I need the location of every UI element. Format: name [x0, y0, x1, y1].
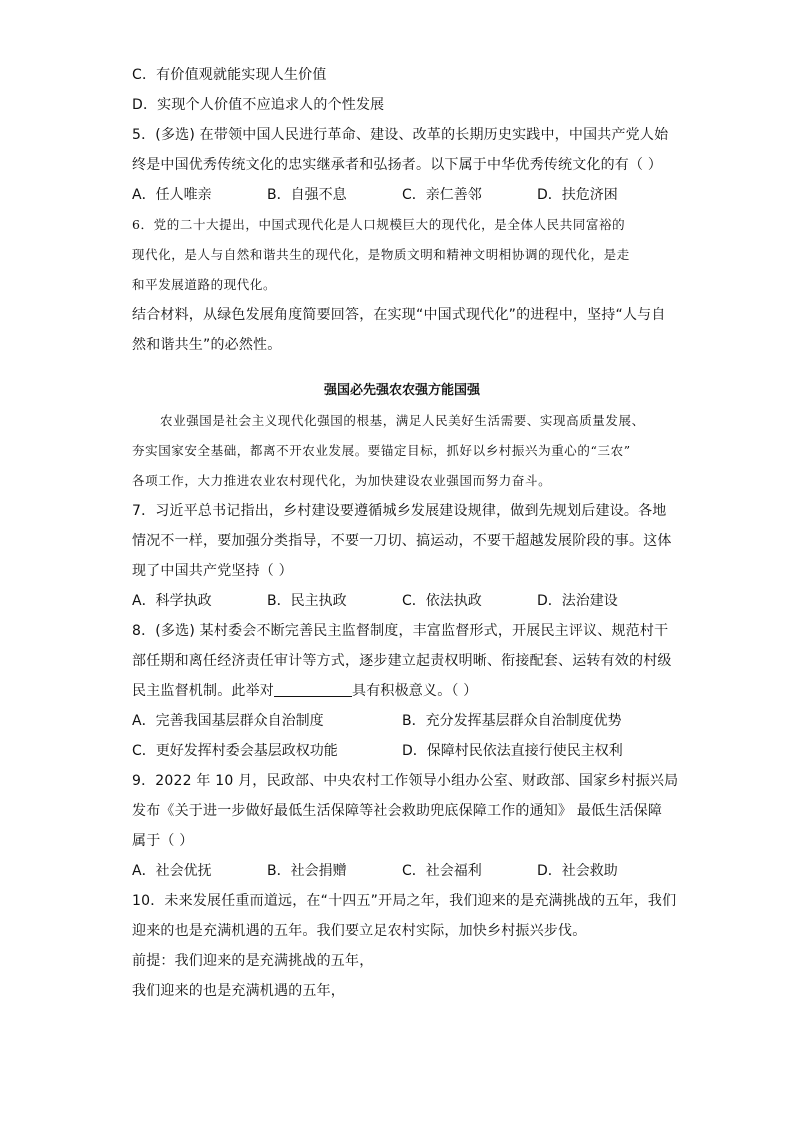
section-material [132, 376, 672, 496]
q9-option-b: B．社会捐赠 [267, 863, 347, 879]
q9-stem-line-2: 发布《关于进一步做好最低生活保障等社会救助兜底保障工作的通知》 最低生活保障 [132, 803, 663, 819]
q10-premise-line-1: 前提：我们迎来的是充满挑战的五年， [132, 953, 374, 969]
q7-stem-line-3: 现了中国共产党坚持（ ） [132, 563, 293, 579]
q8-stem-part-1: 民主监督机制。此举对 [132, 683, 274, 699]
section-line-2: 夯实国家安全基础，都离不开农业发展。要锚定目标，抓好以乡村振兴为重心的“三农” [132, 443, 631, 458]
q8-stem-line-3 [132, 676, 672, 706]
q5-option-b: B．自强不息 [267, 187, 347, 203]
q6-prompt-line-2: 然和谐共生”的必然性。 [132, 337, 282, 353]
q7-option-a: A．科学执政 [132, 593, 212, 609]
q6-material-line-1: 6．党的二十大提出，中国式现代化是人口规模巨大的现代化，是全体人民共同富裕的 [132, 217, 626, 232]
q8-option-a: A．完善我国基层群众自治制度 [132, 713, 324, 729]
q6-prompt-line-1: 结合材料，从绿色发展角度简要回答，在实现“中国式现代化”的进程中，坚持“人与自 [132, 307, 666, 323]
q9-option-d: D．社会救助 [537, 863, 618, 879]
q8-stem-part-2: 具有积极意义。（ ） [352, 683, 478, 699]
q9-option-a: A．社会优抚 [132, 863, 212, 879]
q7-option-b: B．民主执政 [267, 593, 347, 609]
question-5 [132, 120, 672, 210]
q10-stem-line-2: 迎来的也是充满机遇的五年。我们要立足农村实际，加快乡村振兴步伐。 [132, 923, 587, 939]
q10-stem-line-1: 10．未来发展任重而道远，在“十四五”开局之年，我们迎来的是充满挑战的五年，我们 [132, 893, 677, 909]
q7-option-c: C．依法执政 [402, 593, 482, 609]
q5-option-c: C．亲仁善邻 [402, 187, 482, 203]
q9-option-c: C．社会福利 [402, 863, 482, 879]
q8-options-row-2 [132, 736, 672, 766]
q5-stem-line-1: 5．(多选) 在带领中国人民进行革命、建设、改革的长期历史实践中，中国共产党人始 [132, 127, 669, 143]
fill-blank [274, 682, 352, 697]
q9-stem-line-1: 9．2022 年 10 月，民政部、中央农村工作领导小组办公室、财政部、国家乡村振兴局 [132, 773, 679, 789]
q9-options [132, 856, 672, 886]
q6-material-line-2: 现代化，是人与自然和谐共生的现代化，是物质文明和精神文明相协调的现代化，是走 [132, 247, 630, 262]
question-6 [132, 210, 672, 360]
q4-option-c: C．有价值观就能实现人生价值 [132, 67, 327, 83]
q7-stem-line-1: 7．习近平总书记指出，乡村建设要遵循城乡发展建设规律，做到先规划后建设。各地 [132, 503, 667, 519]
section-line-3: 各项工作，大力推进农业农村现代化，为加快建设农业强国而努力奋斗。 [132, 473, 552, 488]
section-line-1: 农业强国是社会主义现代化强国的根基，满足人民美好生活需要、实现高质量发展、 [160, 413, 645, 428]
question-9 [132, 766, 679, 886]
q8-option-b: B．充分发挥基层群众自治制度优势 [402, 713, 622, 729]
q6-material-line-3: 和平发展道路的现代化。 [132, 277, 277, 292]
q8-stem-line-2: 部任期和离任经济责任审计等方式，逐步建立起责权明晰、衔接配套、运转有效的村级 [132, 653, 672, 669]
q7-stem-line-2: 情况不一样，要加强分类指导，不要一刀切、搞运动，不要干超越发展阶段的事。这体 [132, 533, 672, 549]
q9-stem-line-3: 属于（ ） [132, 833, 194, 849]
section-title: 强国必先强农农强方能国强 [323, 383, 480, 398]
q8-option-c: C．更好发挥村委会基层政权功能 [132, 743, 338, 759]
q5-option-a: A．任人唯亲 [132, 187, 212, 203]
question-8 [132, 616, 672, 766]
q5-options [132, 180, 672, 210]
q5-option-d: D．扶危济困 [537, 187, 618, 203]
q10-premise-line-2: 我们迎来的也是充满机遇的五年， [132, 983, 345, 999]
question-7 [132, 496, 672, 616]
q8-stem-line-1: 8．(多选) 某村委会不断完善民主监督制度，丰富监督形式，开展民主评议、规范村干 [132, 623, 669, 639]
q5-stem-line-2: 终是中国优秀传统文化的忠实继承者和弘扬者。以下属于中华优秀传统文化的有（ ） [132, 157, 663, 173]
question-10 [132, 886, 677, 1006]
q8-option-d: D．保障村民依法直接行使民主权利 [402, 743, 623, 759]
exam-page [132, 60, 679, 1006]
q8-options-row-1 [132, 706, 672, 736]
q4-option-d: D．实现个人价值不应追求人的个性发展 [132, 97, 385, 113]
q7-options [132, 586, 672, 616]
q7-option-d: D．法治建设 [537, 593, 618, 609]
